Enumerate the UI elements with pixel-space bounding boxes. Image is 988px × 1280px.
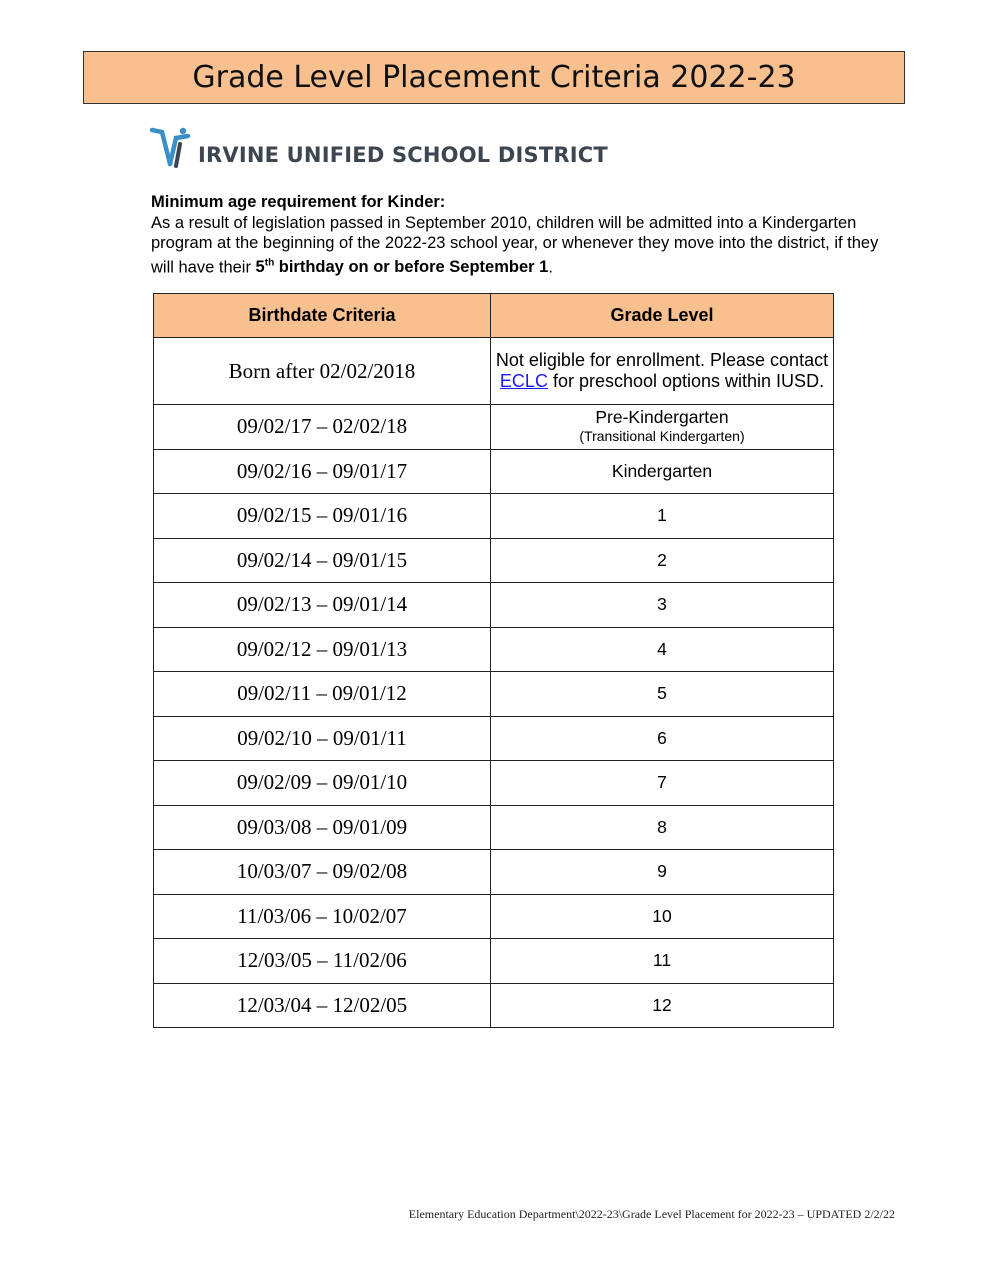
- table-header-row: [154, 294, 834, 338]
- birthdate-cell: 09/02/09 – 09/01/10: [154, 761, 491, 806]
- district-logo-text: IRVINE UNIFIED SCHOOL DISTRICT: [198, 143, 608, 167]
- grade-cell: Kindergarten: [491, 449, 834, 494]
- eclc-link[interactable]: ECLC: [499, 371, 548, 391]
- footer-path: Elementary Education Department\2022-23\Grade Level Placement for 2022-23 – UPDATED 2/2/22: [408, 1207, 895, 1221]
- grade-cell: 11: [491, 939, 834, 984]
- table-row: [154, 449, 834, 494]
- birthdate-cell: Born after 02/02/2018: [154, 338, 491, 405]
- grade-cell: 12: [491, 983, 834, 1028]
- table-row: [154, 672, 834, 717]
- birthdate-cell: 09/02/12 – 09/01/13: [154, 627, 491, 672]
- table-row: [154, 850, 834, 895]
- table-row: [154, 894, 834, 939]
- birthdate-cell: 11/03/06 – 10/02/07: [154, 894, 491, 939]
- grade-cell: 2: [491, 538, 834, 583]
- table-row: [154, 716, 834, 761]
- intro-body: As a result of legislation passed in September 2010, children will be admitted into a Kindergarten program at the beginning of the 2022-23 school year, or whenever they move into the district, if they will have their 5th birthday on or before September 1.: [151, 213, 879, 276]
- district-logo: [150, 126, 608, 170]
- grade-cell: Not eligible for enrollment. Please contact ECLC for preschool options within IUSD.: [491, 338, 834, 405]
- birthdate-cell: 10/03/07 – 09/02/08: [154, 850, 491, 895]
- birthdate-cell: 09/02/17 – 02/02/18: [154, 405, 491, 450]
- grade-cell: 10: [491, 894, 834, 939]
- grade-cell: 5: [491, 672, 834, 717]
- grade-cell: Pre-Kindergarten (Transitional Kindergarten): [491, 405, 834, 450]
- table-row: [154, 805, 834, 850]
- birthdate-cell: 09/02/15 – 09/01/16: [154, 494, 491, 539]
- grade-cell: 4: [491, 627, 834, 672]
- grade-cell: 7: [491, 761, 834, 806]
- grade-cell: 6: [491, 716, 834, 761]
- grade-subtitle: (Transitional Kindergarten): [579, 427, 745, 444]
- table-row: [154, 761, 834, 806]
- birthdate-cell: 09/02/16 – 09/01/17: [154, 449, 491, 494]
- birthdate-cell: 12/03/05 – 11/02/06: [154, 939, 491, 984]
- table-row: [154, 405, 834, 450]
- placement-table: [153, 293, 834, 1028]
- table-row: [154, 538, 834, 583]
- district-logo-icon: [150, 126, 194, 170]
- table-row: [154, 983, 834, 1028]
- birthdate-cell: 09/02/14 – 09/01/15: [154, 538, 491, 583]
- birthdate-cell: 09/02/11 – 09/01/12: [154, 672, 491, 717]
- kinder-age-requirement: [151, 192, 881, 278]
- table-row: [154, 627, 834, 672]
- column-header-grade: Grade Level: [491, 294, 834, 338]
- table-row: [154, 939, 834, 984]
- grade-cell: 9: [491, 850, 834, 895]
- birthdate-cell: 09/02/10 – 09/01/11: [154, 716, 491, 761]
- birthdate-cell: 09/02/13 – 09/01/14: [154, 583, 491, 628]
- intro-heading: Minimum age requirement for Kinder:: [151, 193, 446, 211]
- birthdate-cell: 12/03/04 – 12/02/05: [154, 983, 491, 1028]
- birthdate-cell: 09/03/08 – 09/01/09: [154, 805, 491, 850]
- grade-cell: 8: [491, 805, 834, 850]
- table-row: [154, 338, 834, 405]
- table-row: [154, 494, 834, 539]
- column-header-birthdate: Birthdate Criteria: [154, 294, 491, 338]
- table-row: [154, 583, 834, 628]
- grade-cell: 1: [491, 494, 834, 539]
- grade-cell: 3: [491, 583, 834, 628]
- page-title: Grade Level Placement Criteria 2022-23: [83, 51, 905, 104]
